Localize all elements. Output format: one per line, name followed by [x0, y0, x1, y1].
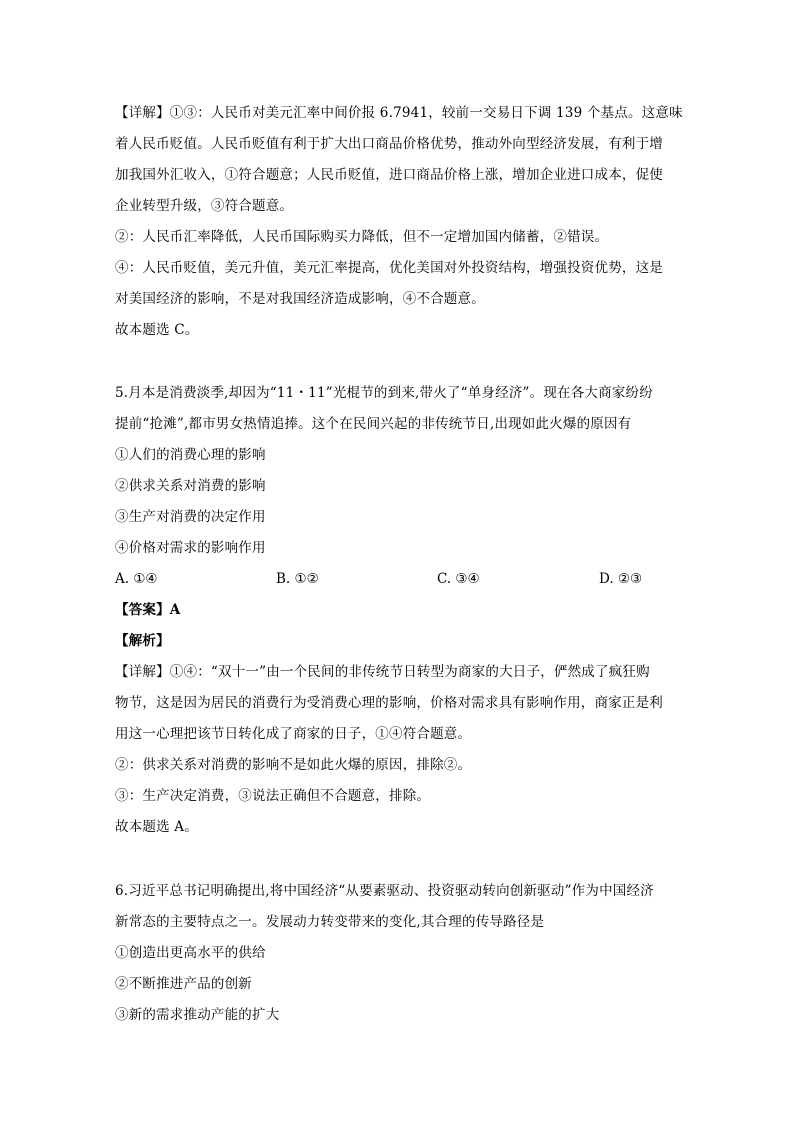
- q5-explanation-line-1: 【详解】①④：“双十一”由一个民间的非传统节日转型为商家的大日子，俨然成了疯狂购: [115, 664, 650, 680]
- q5-option-b: B. ①②: [276, 571, 319, 587]
- q5-explanation-line-3: 用这一心理把该节日转化成了商家的日子，①④符合题意。: [115, 726, 472, 742]
- q5-option-a: A. ①④: [115, 571, 158, 587]
- q6-item-3: ③新的需求推动产能的扩大: [115, 1007, 280, 1023]
- q5-stem-line-2: 提前“抢滩”,都市男女热情追捧。这个在民间兴起的非传统节日,出现如此火爆的原因有: [115, 416, 632, 432]
- q5-item-3: ③生产对消费的决定作用: [115, 509, 266, 525]
- q4-explanation-line-5: ②：人民币汇率降低，人民币国际购买力降低，但不一定增加国内储蓄，②错误。: [115, 229, 609, 245]
- q5-stem-line-1: 5.月本是消费淡季,却因为“11・11”光棍节的到来,带火了“单身经济”。现在各大商家纷纷: [115, 385, 653, 401]
- q4-explanation-line-1: 【详解】①③：人民币对美元汇率中间价报 6.7941，较前一交易日下调 139 个基点。这意味: [115, 105, 683, 121]
- q5-item-4: ④价格对需求的影响作用: [115, 540, 266, 556]
- q5-item-1: ①人们的消费心理的影响: [115, 447, 266, 463]
- q5-conclusion: 故本题选 A。: [115, 819, 198, 835]
- q5-option-d: D. ②③: [599, 571, 643, 587]
- q5-analysis-heading: 【解析】: [115, 633, 170, 649]
- q4-explanation-line-7: 对美国经济的影响，不是对我国经济造成影响，④不合题意。: [115, 291, 485, 307]
- q6-stem-line-1: 6.习近平总书记明确提出,将中国经济“从要素驱动、投资驱动转向创新驱动”作为中国经济: [115, 883, 654, 899]
- q5-explanation-line-4: ②：供求关系对消费的影响不是如此火爆的原因，排除②。: [115, 757, 472, 773]
- q4-explanation-line-2: 着人民币贬值。人民币贬值有利于扩大出口商品价格优势，推动外向型经济发展，有利于增: [115, 136, 663, 152]
- q6-item-2: ②不断推进产品的创新: [115, 976, 252, 992]
- q5-answer: 【答案】A: [115, 602, 181, 618]
- q5-option-c: C. ③④: [437, 571, 480, 587]
- q5-explanation-line-5: ③：生产决定消费，③说法正确但不合题意，排除。: [115, 788, 431, 804]
- q5-item-2: ②供求关系对消费的影响: [115, 478, 266, 494]
- q6-item-1: ①创造出更高水平的供给: [115, 945, 266, 961]
- q5-explanation-line-2: 物节，这是因为居民的消费行为受消费心理的影响，价格对需求具有影响作用，商家正是利: [115, 695, 663, 711]
- q4-explanation-line-3: 加我国外汇收入，①符合题意；人民币贬值，进口商品价格上涨，增加企业进口成本，促使: [115, 167, 663, 183]
- q6-stem-line-2: 新常态的主要特点之一。发展动力转变带来的变化,其合理的传导路径是: [115, 914, 545, 930]
- q4-conclusion: 故本题选 C。: [115, 322, 199, 338]
- q4-explanation-line-6: ④：人民币贬值，美元升值，美元汇率提高，优化美国对外投资结构，增强投资优势，这是: [115, 260, 663, 276]
- q4-explanation-line-4: 企业转型升级，③符合题意。: [115, 198, 294, 214]
